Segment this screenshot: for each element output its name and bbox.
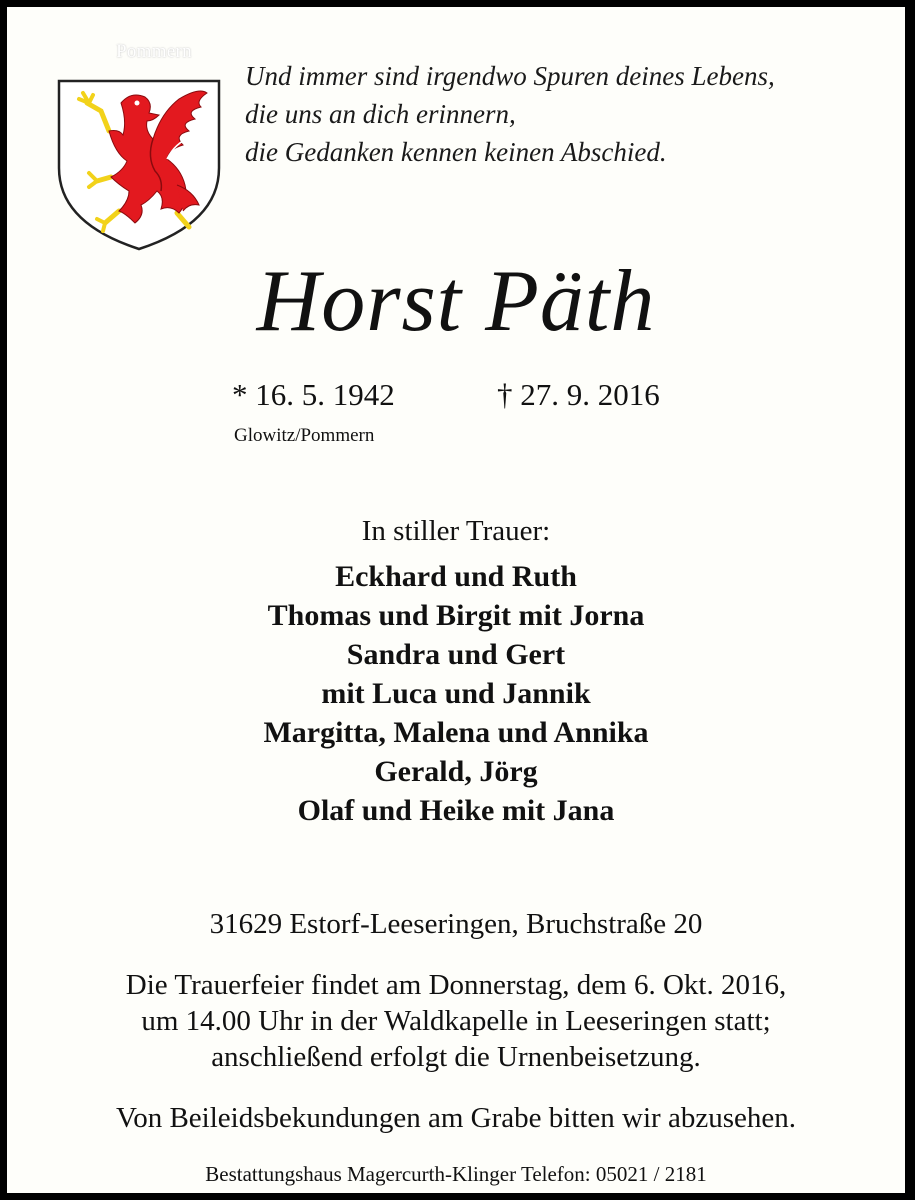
condolence-note: Von Beileidsbekundungen am Grabe bitten wir abzusehen. — [116, 1102, 796, 1134]
coat-of-arms — [29, 41, 249, 253]
mourner-line: mit Luca und Jannik — [321, 677, 591, 710]
quote-line: die uns an dich erinnern, — [245, 99, 516, 129]
birthplace: Glowitz/Pommern — [234, 425, 375, 446]
crest-label: Pommern — [116, 41, 192, 62]
funeral-service-info — [7, 967, 905, 1075]
quote-line: Und immer sind irgendwo Spuren deines Lebens, — [245, 61, 775, 91]
mourner-line: Olaf und Heike mit Jana — [297, 794, 615, 827]
service-line: um 14.00 Uhr in der Waldkapelle in Leeseringen statt; — [141, 1005, 771, 1037]
family-address: 31629 Estorf-Leeseringen, Bruchstraße 20 — [209, 908, 703, 940]
quote-line: die Gedanken kennen keinen Abschied. — [245, 137, 667, 167]
obituary-notice — [7, 7, 905, 1193]
griffin-coat-of-arms-icon — [49, 73, 229, 253]
deceased-name: Horst Päth — [256, 253, 656, 350]
mourner-line: Thomas und Birgit mit Jorna — [267, 599, 645, 632]
birth-date: * 16. 5. 1942 — [232, 377, 395, 412]
mourner-line: Margitta, Malena und Annika — [263, 716, 649, 749]
mourner-line: Gerald, Jörg — [374, 755, 538, 788]
service-line: Die Trauerfeier findet am Donnerstag, dem 6. Okt. 2016, — [125, 969, 787, 1001]
mourner-list — [7, 557, 905, 830]
memorial-quote — [245, 57, 885, 171]
service-line: anschließend erfolgt die Urnenbeisetzung. — [211, 1041, 701, 1073]
death-date: † 27. 9. 2016 — [497, 377, 660, 412]
mourner-line: Eckhard und Ruth — [335, 560, 577, 593]
funeral-home-footer: Bestattungshaus Magercurth-Klinger Telefon: 05021 / 2181 — [205, 1162, 707, 1186]
mourning-intro: In stiller Trauer: — [361, 515, 551, 547]
mourner-line: Sandra und Gert — [346, 638, 566, 671]
